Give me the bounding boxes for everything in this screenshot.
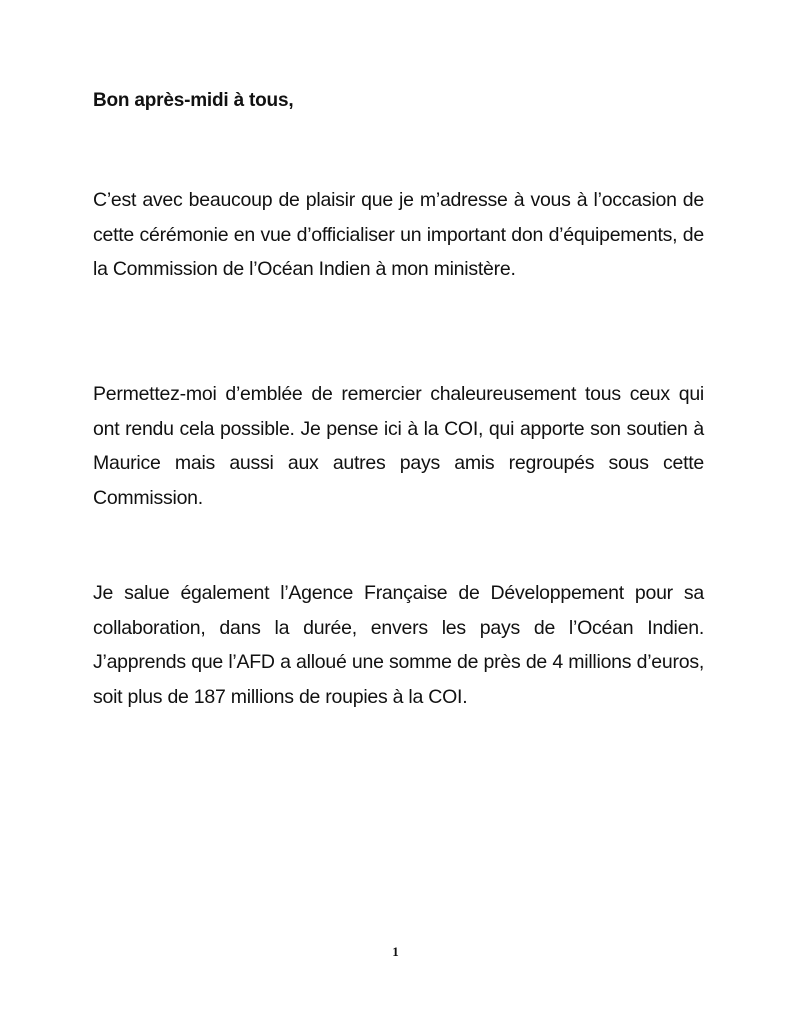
paragraph-intro: C’est avec beaucoup de plaisir que je m’adresse à vous à l’occasion de cette cérémonie en vue d’officialiser un important don d’équipements, de la Commission de l’Océan Indien à mon ministère. xyxy=(93,189,704,280)
greeting-heading: Bon après-midi à tous, xyxy=(93,90,294,111)
paragraph-thanks: Permettez-moi d’emblée de remercier chaleureusement tous ceux qui ont rendu cela possible. Je pense ici à la COI, qui apporte son soutien à Maurice mais aussi aux autres pays amis regroupés sous cette Commission. xyxy=(93,383,704,509)
page-number: 1 xyxy=(392,944,399,959)
paragraph-afd: Je salue également l’Agence Française de Développement pour sa collaboration, dans la durée, envers les pays de l’Océan Indien. J’apprends que l’AFD a alloué une somme de près de 4 millions d’euros, soit plus de 187 millions de roupies à la COI. xyxy=(93,582,704,708)
